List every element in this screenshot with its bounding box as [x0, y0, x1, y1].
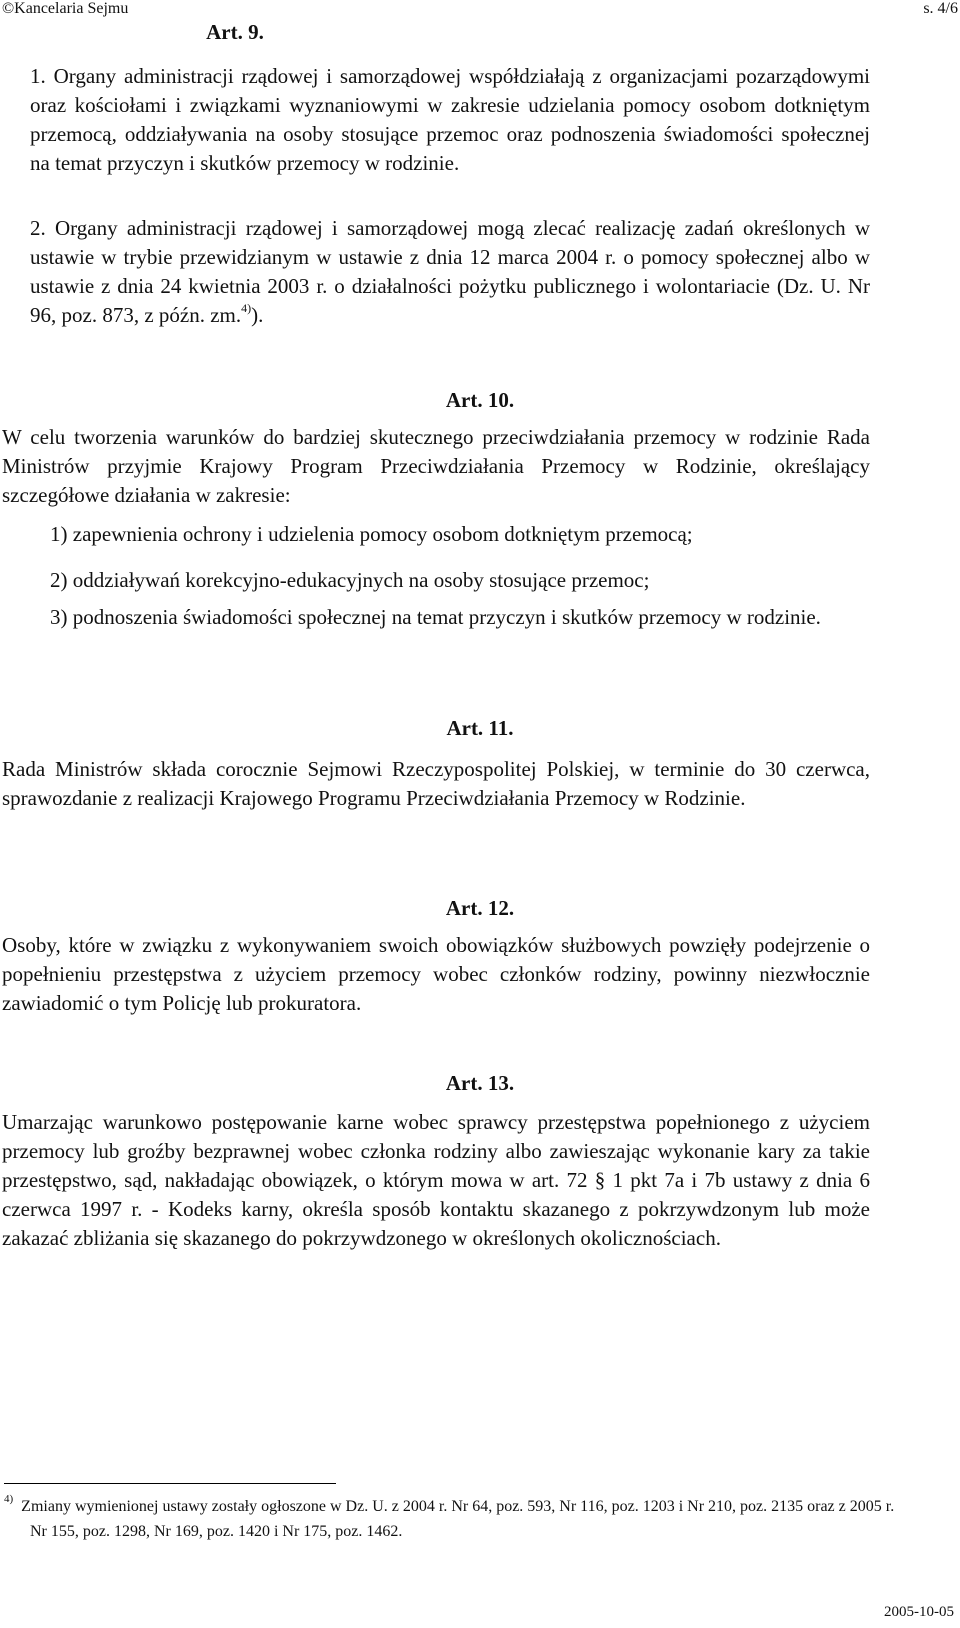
art13-title: Art. 13.: [445, 1071, 515, 1095]
art12-title: Art. 12.: [445, 896, 515, 920]
art12-text: Osoby, które w związku z wykonywaniem swoich obowiązków służbowych powzięły podejrzenie o popełnieniu przestępstwa z użyciem przemocy wobec członków rodziny, powinny niezwłocznie zawiadomić o tym Policję lub prokuratora.: [2, 933, 870, 1015]
art11-text: Rada Ministrów składa corocznie Sejmowi Rzeczypospolitej Polskiej, w terminie do 30 czerwca, sprawozdanie z realizacji Krajowego Programu Przeciwdziałania Przemocy w Rodzinie.: [2, 757, 870, 810]
footnote-ref: 4): [241, 301, 252, 315]
footnote-separator: [4, 1483, 336, 1484]
art9-paragraph-2: [30, 214, 870, 330]
footnote-mark: 4): [4, 1492, 14, 1505]
art10-item-2: 2) oddziaływań korekcyjno-edukacyjnych na osoby stosujące przemoc;: [50, 568, 650, 592]
art10-intro: W celu tworzenia warunków do bardziej skutecznego przeciwdziałania przemocy w rodzinie Rada Ministrów przyjmie Krajowy Program Przeciwdziałania Przemocy w Rodzinie, określający szczegółowe działania w zakresie:: [2, 425, 870, 507]
page-number: s. 4/6: [923, 0, 958, 17]
art9-p2-end: ).: [251, 303, 264, 327]
footnote: [4, 1494, 900, 1544]
footer-date: 2005-10-05: [884, 1604, 954, 1620]
art10-title: Art. 10.: [445, 388, 515, 412]
art9-title: Art. 9.: [206, 20, 264, 44]
art11-title: Art. 11.: [446, 716, 514, 740]
footnote-text: Zmiany wymienionej ustawy zostały ogłoszone w Dz. U. z 2004 r. Nr 64, poz. 593, Nr 116, poz. 1203 i Nr 210, poz. 2135 oraz z 2005 r. Nr 155, poz. 1298, Nr 169, poz. 1420 i Nr 175, poz. 1462.: [21, 1498, 895, 1540]
header-source: ©Kancelaria Sejmu: [2, 0, 129, 17]
art10-item-1: 1) zapewnienia ochrony i udzielenia pomocy osobom dotkniętym przemocą;: [50, 522, 693, 546]
art9-p2-text: 2. Organy administracji rządowej i samorządowej mogą zlecać realizację zadań określonych w ustawie w trybie przewidzianym w ustawie z dnia 12 marca 2004 r. o pomocy społecznej albo w ustawie z dnia 24 kwietnia 2003 r. o działalności pożytku publicznego i wolontariacie (Dz. U. Nr 96, poz. 873, z późn. zm.: [30, 216, 870, 327]
art9-paragraph-1: 1. Organy administracji rządowej i samorządowej współdziałają z organizacjami pozarządowymi oraz kościołami i związkami wyznaniowymi w zakresie udzielania pomocy osobom dotkniętym przemocą, oddziaływania na osoby stosujące przemoc oraz podnoszenia świadomości społecznej na temat przyczyn i skutków przemocy w rodzinie.: [30, 64, 870, 175]
art13-text: Umarzając warunkowo postępowanie karne wobec sprawcy przestępstwa popełnionego z użyciem przemocy lub groźby bezprawnej wobec członka rodziny albo zawieszając wykonanie kary za takie przestępstwo, sąd, nakładając obowiązek, o którym mowa w art. 72 § 1 pkt 7a i 7b ustawy z dnia 6 czerwca 1997 r. - Kodeks karny, określa sposób kontaktu skazanego z pokrzywdzonym lub może zakazać zbliżania się skazanego do pokrzywdzonego w określonych okolicznościach.: [2, 1110, 870, 1250]
art10-item-3: 3) podnoszenia świadomości społecznej na temat przyczyn i skutków przemocy w rodzinie.: [50, 605, 821, 629]
